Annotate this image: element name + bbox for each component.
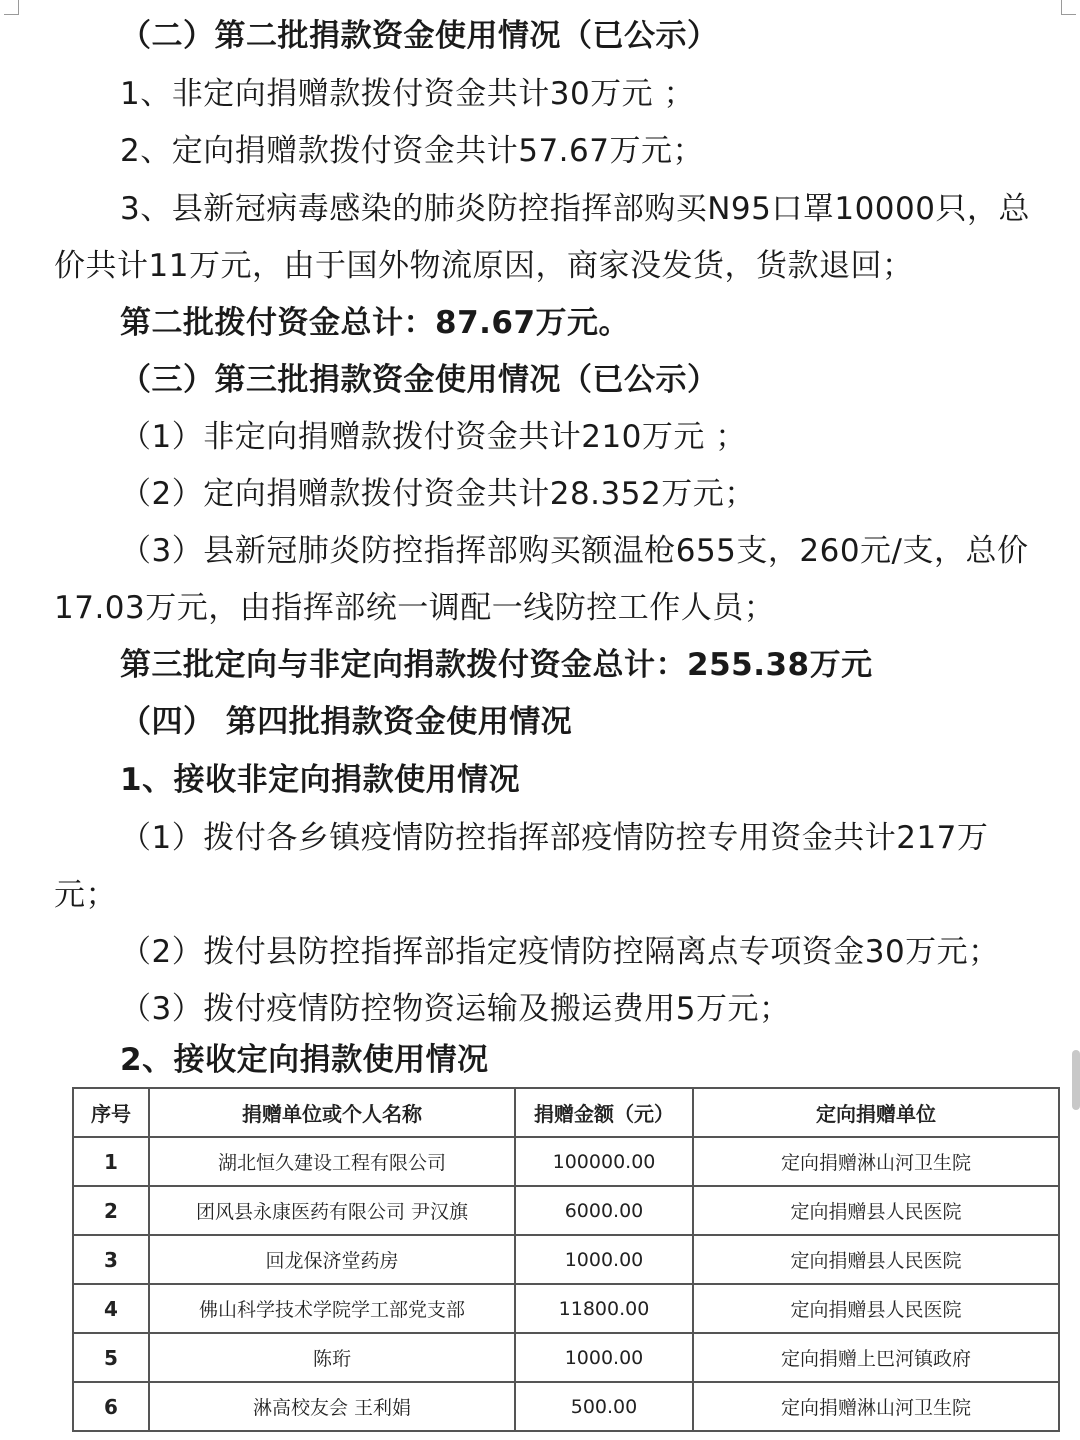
section3-heading: （三）第三批捐款资金使用情况（已公示） (120, 362, 719, 398)
cell-seq: 6 (73, 1382, 149, 1431)
header-target: 定向捐赠单位 (693, 1088, 1059, 1137)
scrollbar-thumb[interactable] (1072, 1050, 1080, 1110)
cell-amount: 11800.00 (515, 1284, 693, 1333)
cell-target: 定向捐赠县人民医院 (693, 1186, 1059, 1235)
table-row (73, 1284, 1059, 1333)
cell-target: 定向捐赠淋山河卫生院 (693, 1382, 1059, 1431)
cell-amount: 1000.00 (515, 1235, 693, 1284)
table-row (73, 1186, 1059, 1235)
cell-donor: 湖北恒久建设工程有限公司 (149, 1137, 515, 1186)
cell-target: 定向捐赠县人民医院 (693, 1284, 1059, 1333)
cell-target: 定向捐赠县人民医院 (693, 1235, 1059, 1284)
section2-total: 第二批拨付资金总计：87.67万元。 (120, 305, 631, 341)
section4-sub1-item1-line1: （1）拨付各乡镇疫情防控指挥部疫情防控专用资金共计217万 (120, 820, 989, 856)
cell-seq: 5 (73, 1333, 149, 1382)
section4-sub1-heading: 1、接收非定向捐款使用情况 (120, 762, 521, 798)
cell-seq: 3 (73, 1235, 149, 1284)
header-seq: 序号 (73, 1088, 149, 1137)
section4-sub2-heading: 2、接收定向捐款使用情况 (120, 1042, 489, 1078)
table-row (73, 1382, 1059, 1431)
section3-item1: （1）非定向捐赠款拨付资金共计210万元 ； (120, 419, 747, 455)
section4-sub1-item2: （2）拨付县防控指挥部指定疫情防控隔离点专项资金30万元； (120, 934, 1000, 970)
table-header-row (73, 1088, 1059, 1137)
table-row (73, 1235, 1059, 1284)
cell-seq: 4 (73, 1284, 149, 1333)
section4-sub1-item1-line2: 元； (54, 877, 117, 913)
cell-seq: 2 (73, 1186, 149, 1235)
cell-amount: 100000.00 (515, 1137, 693, 1186)
cell-target: 定向捐赠淋山河卫生院 (693, 1137, 1059, 1186)
section2-item3-line1: 3、县新冠病毒感染的肺炎防控指挥部购买N95口罩10000只，总 (120, 191, 1030, 227)
cell-amount: 1000.00 (515, 1333, 693, 1382)
header-amount: 捐赠金额（元） (515, 1088, 693, 1137)
table-row (73, 1137, 1059, 1186)
cell-donor: 淋高校友会 王利娟 (149, 1382, 515, 1431)
section3-item2: （2）定向捐赠款拨付资金共计28.352万元； (120, 476, 756, 512)
section2-item3-line2: 价共计11万元，由于国外物流原因，商家没发货，货款退回； (54, 248, 914, 284)
page-corner-mark-right (1061, 0, 1076, 15)
page-corner-mark-left (4, 0, 19, 15)
donation-table (72, 1087, 1060, 1432)
cell-target: 定向捐赠上巴河镇政府 (693, 1333, 1059, 1382)
cell-donor: 佛山科学技术学院学工部党支部 (149, 1284, 515, 1333)
section4-sub1-item3: （3）拨付疫情防控物资运输及搬运费用5万元； (120, 991, 791, 1027)
cell-donor: 团风县永康医药有限公司 尹汉旗 (149, 1186, 515, 1235)
section2-item2: 2、定向捐赠款拨付资金共计57.67万元； (120, 133, 704, 169)
section3-total: 第三批定向与非定向捐款拨付资金总计：255.38万元 (120, 647, 873, 683)
cell-amount: 500.00 (515, 1382, 693, 1431)
cell-donor: 回龙保济堂药房 (149, 1235, 515, 1284)
section3-item3-line2: 17.03万元，由指挥部统一调配一线防控工作人员； (54, 590, 776, 626)
section2-heading: （二）第二批捐款资金使用情况（已公示） (120, 18, 719, 54)
cell-seq: 1 (73, 1137, 149, 1186)
cell-donor: 陈珩 (149, 1333, 515, 1382)
section2-item1: 1、非定向捐赠款拨付资金共计30万元 ； (120, 76, 696, 112)
section3-item3-line1: （3）县新冠肺炎防控指挥部购买额温枪655支，260元/支，总价 (120, 533, 1029, 569)
table-row (73, 1333, 1059, 1382)
section4-heading: （四） 第四批捐款资金使用情况 (120, 704, 573, 740)
cell-amount: 6000.00 (515, 1186, 693, 1235)
header-donor: 捐赠单位或个人名称 (149, 1088, 515, 1137)
